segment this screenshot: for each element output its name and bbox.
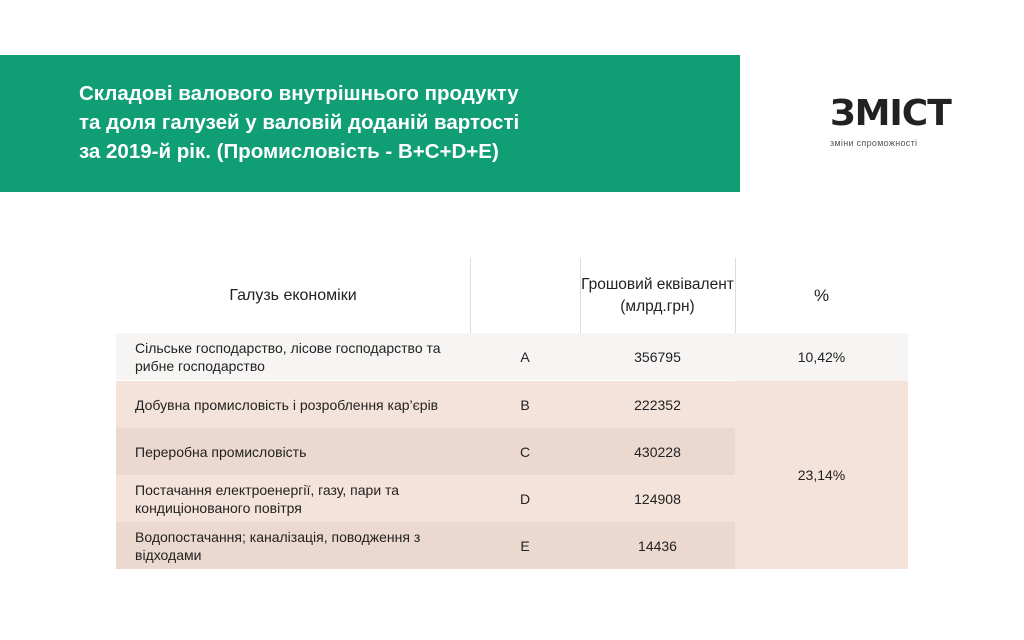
header-industry: Галузь економіки — [229, 286, 357, 304]
industry-code: C — [519, 443, 531, 460]
percent-agriculture: 10,42% — [735, 333, 908, 381]
divider — [470, 258, 471, 333]
industry-name: Водопостачання; каналізація, поводження з відходами — [135, 528, 421, 563]
title-banner — [0, 55, 740, 192]
divider — [580, 258, 581, 333]
industry-code: A — [520, 348, 530, 365]
industry-code: E — [520, 537, 530, 554]
table-row — [116, 428, 735, 475]
industry-name: Постачання електроенергії, газу, пари та кондиціонованого повітря — [135, 481, 400, 516]
header-percent: % — [813, 285, 830, 305]
industry-code: B — [520, 396, 530, 413]
logo — [830, 92, 951, 149]
title-line: Складові валового внутрішнього продукту — [79, 82, 519, 105]
table-row — [116, 522, 735, 569]
percent-industry: 23,14% — [735, 381, 908, 569]
table-row — [116, 475, 735, 522]
table-header — [116, 258, 908, 333]
title-line: та доля галузей у валовій доданій вартості — [79, 111, 520, 134]
table-row — [116, 381, 735, 428]
header-value: Грошовий еквівалент (млрд.грн) — [581, 275, 734, 315]
industry-value: 430228 — [634, 443, 681, 460]
industry-name: Переробна промисловість — [135, 443, 307, 460]
industry-value: 14436 — [638, 537, 677, 554]
title-line: за 2019-й рік. (Промисловість - B+C+D+E) — [79, 140, 499, 163]
industry-value: 356795 — [634, 348, 681, 365]
industry-value: 124908 — [634, 490, 681, 507]
industry-code: D — [519, 490, 531, 507]
gdp-table — [116, 258, 908, 563]
logo-mark: ЗМІСТ — [830, 93, 951, 134]
logo-tagline: зміни спроможності — [830, 138, 918, 148]
table-row — [116, 333, 735, 380]
industry-name: Добувна промисловість і розроблення кар’єрів — [135, 396, 439, 413]
industry-value: 222352 — [634, 396, 681, 413]
industry-name: Сільське господарство, лісове господарство та рибне господарство — [135, 339, 441, 374]
